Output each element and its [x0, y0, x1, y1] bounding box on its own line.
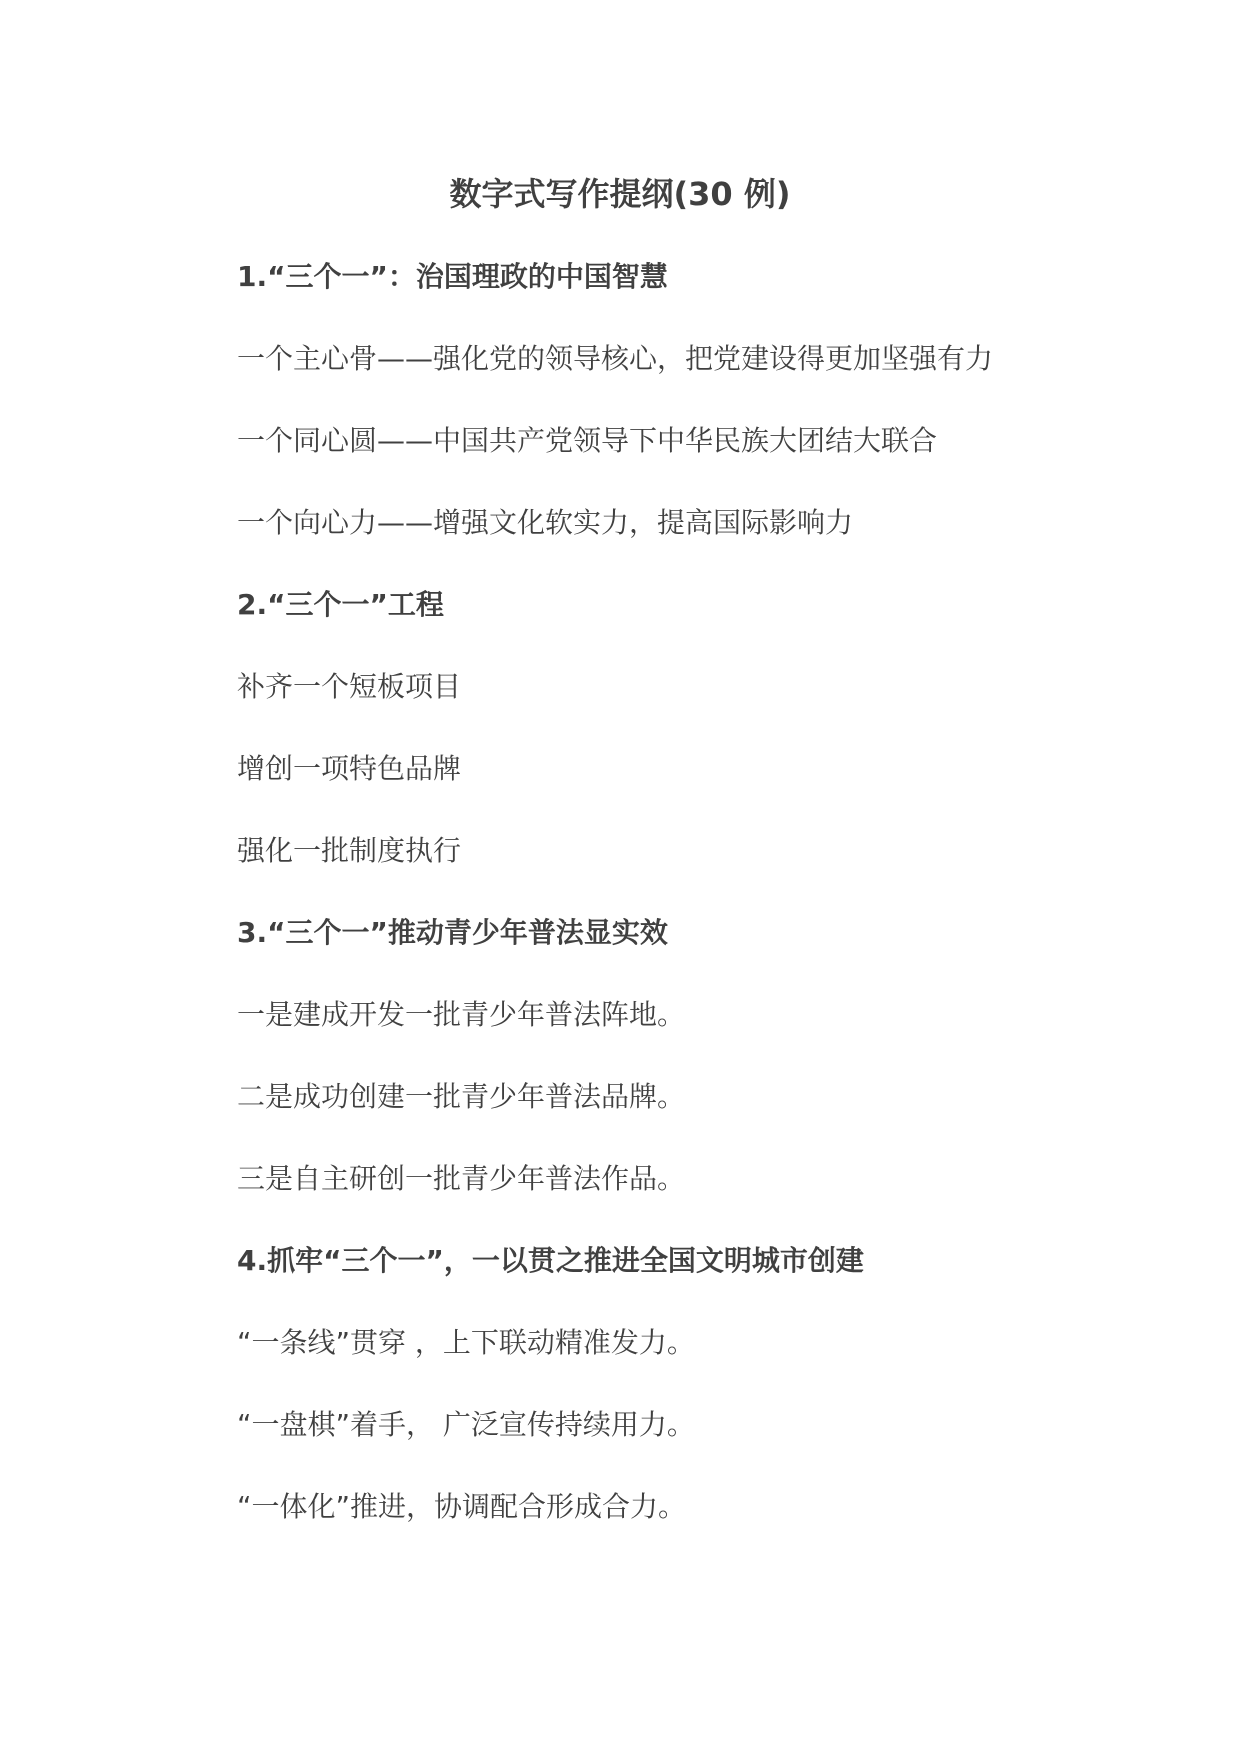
- paragraph-line: 二是成功创建一批青少年普法品牌。: [237, 1080, 686, 1113]
- paragraph-line: 一个主心骨——强化党的领导核心，把党建设得更加坚强有力: [237, 342, 994, 375]
- paragraph-line: 一个向心力——增强文化软实力，提高国际影响力: [237, 506, 854, 539]
- paragraph-line: 强化一批制度执行: [237, 834, 462, 867]
- paragraph-line: “一盘棋”着手， 广泛宣传持续用力。: [237, 1408, 695, 1441]
- paragraph-line: 一个同心圆——中国共产党领导下中华民族大团结大联合: [237, 424, 938, 457]
- section-heading-1: 1.“三个一”：治国理政的中国智慧: [237, 260, 668, 293]
- paragraph-line: 三是自主研创一批青少年普法作品。: [237, 1162, 686, 1195]
- section-heading-2: 2.“三个一”工程: [237, 588, 444, 621]
- paragraph-line: “一体化”推进，协调配合形成合力。: [237, 1490, 687, 1523]
- paragraph-line: 增创一项特色品牌: [237, 752, 462, 785]
- paragraph-line: 一是建成开发一批青少年普法阵地。: [237, 998, 686, 1031]
- document-body: [237, 255, 1137, 1567]
- section-heading-3: 3.“三个一”推动青少年普法显实效: [237, 916, 668, 949]
- document-title: 数字式写作提纲(30 例): [449, 175, 791, 213]
- section-heading-4: 4.抓牢“三个一”，一以贯之推进全国文明城市创建: [237, 1244, 864, 1277]
- paragraph-line: “一条线”贯穿 ，上下联动精准发力。: [237, 1326, 695, 1359]
- paragraph-line: 补齐一个短板项目: [237, 670, 462, 703]
